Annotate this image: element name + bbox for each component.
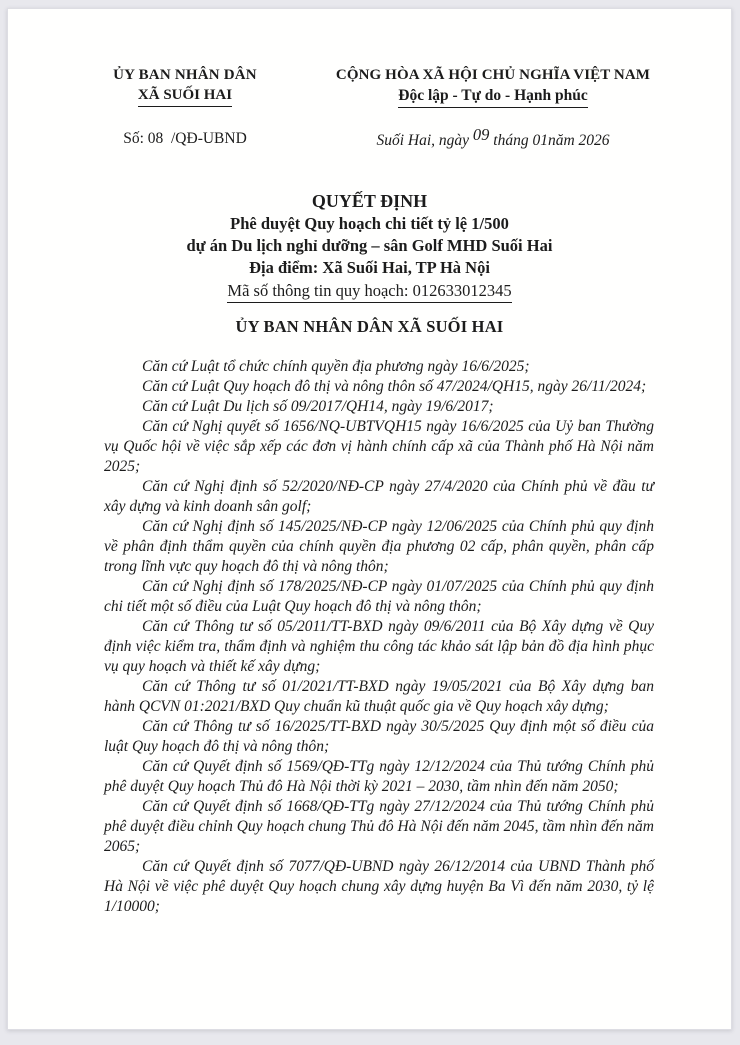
decision-subject-line2: dự án Du lịch nghỉ dưỡng – sân Golf MHD Suối Hai: [186, 236, 553, 255]
national-motto: Độc lập - Tự do - Hạnh phúc: [310, 85, 676, 108]
legal-basis-paragraph: Căn cứ Thông tư số 01/2021/TT-BXD ngày 19/05/2021 của Bộ Xây dựng ban hành QCVN 01:2021/BXD Quy chuẩn kũ thuật quốc gia về Quy hoạch xây dựng;: [104, 678, 654, 715]
planning-code-line: Mã số thông tin quy hoạch: 012633012345: [8, 280, 731, 303]
document-page: [7, 8, 732, 1030]
date-line: [376, 125, 610, 149]
legal-basis-paragraph: Căn cứ Quyết định số 7077/QĐ-UBND ngày 26/12/2014 của UBND Thành phố Hà Nội về việc phê duyệt Quy hoạch chung xây dựng huyện Ba Vì đến năm 2030, tỷ lệ 1/10000;: [104, 858, 654, 915]
issuing-org-name: ỦY BAN NHÂN DÂN: [113, 67, 257, 83]
national-title: CỘNG HÒA XÃ HỘI CHỦ NGHĨA VIỆT NAM: [335, 67, 651, 83]
issuing-org-commune: XÃ SUỐI HAI: [60, 85, 310, 107]
legal-basis-paragraph: Căn cứ Nghị định số 178/2025/NĐ-CP ngày 01/07/2025 của Chính phủ quy định chi tiết một số điều của Luật Quy hoạch đô thị và nông thôn;: [104, 578, 654, 615]
deciding-authority: ỦY BAN NHÂN DÂN XÃ SUỐI HAI: [235, 317, 504, 336]
number-date-row: [8, 125, 731, 150]
date-block: [310, 125, 676, 150]
decision-heading: QUYẾT ĐỊNH: [311, 191, 428, 211]
legal-basis-paragraph: Căn cứ Luật Quy hoạch đô thị và nông thôn số 47/2024/QH15, ngày 26/11/2024;: [142, 378, 647, 395]
doc-number-block: [60, 130, 310, 150]
decision-subject-line1: Phê duyệt Quy hoạch chi tiết tỷ lệ 1/500: [230, 214, 509, 233]
date-rest: tháng 01năm 2026: [489, 132, 610, 149]
decision-location: Địa điểm: Xã Suối Hai, TP Hà Nội: [249, 258, 490, 277]
doc-number: Số: 08 /QĐ-UBND: [123, 130, 247, 147]
title-block: [8, 190, 731, 338]
legal-basis-paragraph: Căn cứ Nghị định số 52/2020/NĐ-CP ngày 27/4/2020 của Chính phủ về đầu tư xây dựng và kinh doanh sân golf;: [104, 478, 654, 515]
legal-basis-paragraph: Căn cứ Nghị định số 145/2025/NĐ-CP ngày 12/06/2025 của Chính phủ quy định về phân định thẩm quyền của chính quyền địa phương 02 cấp, phân quyền, phân cấp trong lĩnh vực quy hoạch đô thị và nông thôn;: [104, 518, 654, 575]
issuing-org-block: [60, 65, 310, 108]
national-motto-block: [310, 65, 676, 108]
legal-basis-paragraph: Căn cứ Thông tư số 16/2025/TT-BXD ngày 30/5/2025 Quy định một số điều của luật Quy hoạch đô thị và nông thôn;: [104, 718, 654, 755]
date-day: 09: [472, 125, 490, 144]
legal-basis-paragraph: Căn cứ Luật Du lịch số 09/2017/QH14, ngày 19/6/2017;: [142, 398, 494, 415]
document-header: [8, 65, 731, 108]
document-content: [8, 9, 731, 917]
legal-basis-paragraph: Căn cứ Thông tư số 05/2011/TT-BXD ngày 09/6/2011 của Bộ Xây dựng về Quy định việc kiểm tra, thẩm định và nghiệm thu công tác khảo sát lập bản đồ địa hình phục vụ quy hoạch và thiết kế xây dựng;: [104, 618, 654, 675]
legal-basis-paragraph: Căn cứ Nghị quyết số 1656/NQ-UBTVQH15 ngày 16/6/2025 của Uỷ ban Thường vụ Quốc hội về việc sắp xếp các đơn vị hành chính cấp xã của Thành phố Hà Nội năm 2025;: [104, 418, 654, 475]
legal-basis-paragraph: Căn cứ Luật tổ chức chính quyền địa phương ngày 16/6/2025;: [142, 358, 530, 375]
legal-basis-paragraph: Căn cứ Quyết định số 1668/QĐ-TTg ngày 27/12/2024 của Thủ tướng Chính phủ phê duyệt điều chỉnh Quy hoạch chung Thủ đô Hà Nội đến năm 2045, tầm nhìn đến năm 2065;: [104, 798, 654, 855]
legal-basis-section: [104, 357, 654, 917]
date-prefix: Suối Hai, ngày: [376, 132, 473, 149]
legal-basis-paragraph: Căn cứ Quyết định số 1569/QĐ-TTg ngày 12/12/2024 của Thủ tướng Chính phủ phê duyệt Quy hoạch Thủ đô Hà Nội thời kỳ 2021 – 2030, tầm nhìn đến năm 2050;: [104, 758, 654, 795]
